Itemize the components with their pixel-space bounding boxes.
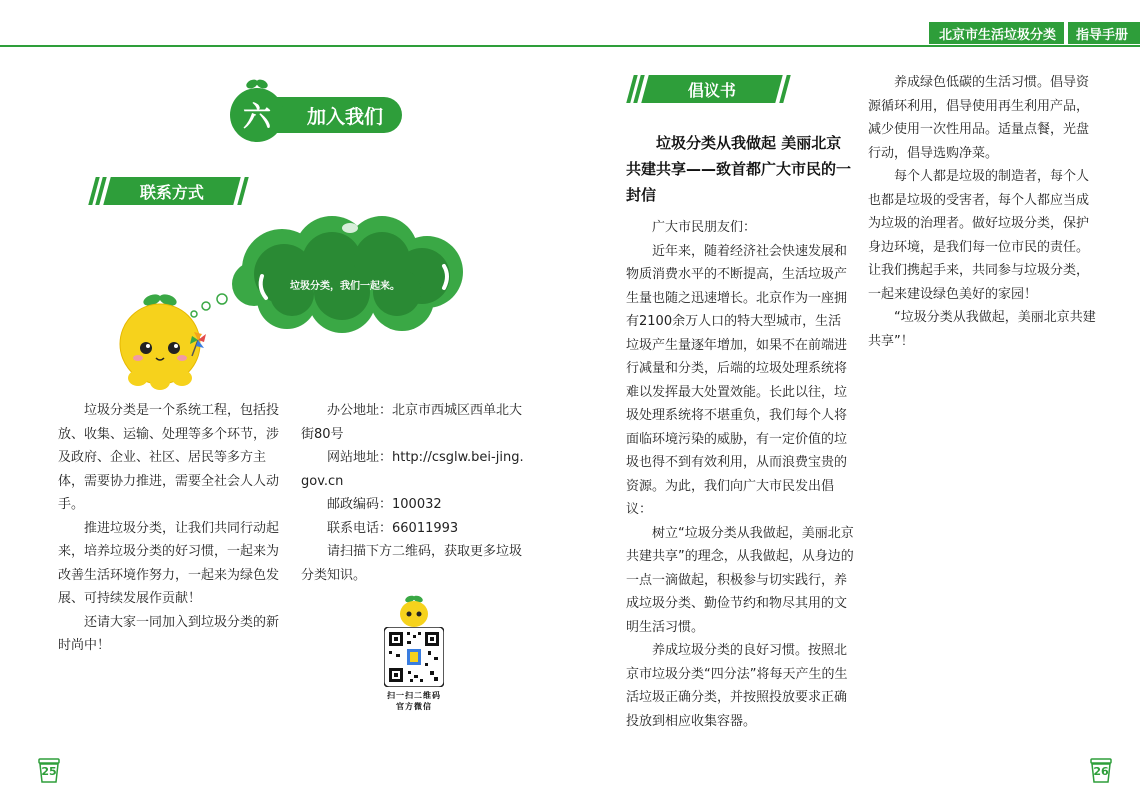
page-number-text: 25 xyxy=(41,765,57,778)
intro-text-column xyxy=(58,399,284,658)
paragraph: 树立“垃圾分类从我做起，美丽北京共建共享”的理念，从我做起，从身边的一点一滴做起，积极参与切实践行，养成垃圾分类、勤俭节约和物尽其用的文明生活习惯。 xyxy=(626,525,854,635)
mascot-illustration xyxy=(116,292,214,392)
paragraph: 近年来，随着经济社会快速发展和物质消费水平的不断提高，生活垃圾产生量也随之迅速增长。北京作为一座拥有2100余万人口的特大型城市，生活垃圾产生量逐年增加，如果不在前端进行减量和分类，后端的垃圾处理系统将难以发挥最大处置效能。长此以往，垃圾处理系统将不堪重负，我们每个人将面临环境污染的威胁，有一定价值的垃圾也得不到有效利用，从而浪费宝贵的资源。为此，我们向广大市民发出倡议： xyxy=(626,243,848,517)
qr-code[interactable] xyxy=(384,627,444,687)
website-address: 网站地址：http://csglw.bei-jing.gov.cn xyxy=(301,450,524,489)
section-number: 六 xyxy=(242,100,271,133)
banner-title: 北京市生活垃圾分类 xyxy=(929,22,1064,44)
page-number-text: 26 xyxy=(1093,765,1109,778)
header-banner xyxy=(929,22,1140,44)
qr-caption-line1: 扫一扫二维码 xyxy=(387,691,441,700)
office-address: 办公地址：北京市西城区西单北大街80号 xyxy=(301,403,523,442)
letter-column-2 xyxy=(868,71,1096,353)
contact-header-text: 联系方式 xyxy=(139,182,204,202)
leaf-icon xyxy=(246,76,268,90)
section-title xyxy=(276,97,402,133)
salutation: 广大市民朋友们： xyxy=(652,220,757,235)
scan-instruction: 请扫描下方二维码，获取更多垃圾分类知识。 xyxy=(301,544,523,583)
contact-header xyxy=(92,177,245,205)
paragraph: 还请大家一同加入到垃圾分类的新时尚中！ xyxy=(58,614,280,653)
qr-caption-line2: 官方微信 xyxy=(396,702,432,711)
paragraph: 推进垃圾分类，让我们共同行动起来，培养垃圾分类的好习惯，一起来为改善生活环境作努力，一起来为绿色发展、可持续发展作贡献！ xyxy=(58,520,280,606)
contact-info-column xyxy=(301,399,529,587)
qr-caption xyxy=(382,690,446,712)
letter-title: 垃圾分类从我做起 美丽北京共建共享——致首都广大市民的一封信 xyxy=(626,134,852,204)
phone-number: 联系电话：66011993 xyxy=(327,520,459,536)
paragraph: 每个人都是垃圾的制造者，每个人也都是垃圾的受害者，每个人都应当成为垃圾的治理者。做好垃圾分类，保护身边环境，是我们每一位市民的责任。让我们携起手来，共同参与垃圾分类，一起来建设绿色美好的家园！ xyxy=(868,169,1090,302)
page-number-left xyxy=(36,757,62,783)
postal-code: 邮政编码：100032 xyxy=(327,497,442,512)
cloud-text: 垃圾分类，我们一起来。 xyxy=(290,281,400,292)
banner-subtitle: 指导手册 xyxy=(1068,22,1140,44)
banner-rule xyxy=(0,45,1140,47)
paragraph: 养成垃圾分类的良好习惯。按照北京市垃圾分类“四分法”将每天产生的生活垃圾正确分类，并按照投放要求正确投放到相应收集容器。 xyxy=(626,643,848,729)
proposal-header xyxy=(630,75,787,103)
section-title-text: 加入我们 xyxy=(306,105,383,128)
letter-column-1 xyxy=(626,216,854,733)
paragraph: 垃圾分类是一个系统工程，包括投放、收集、运输、处理等多个环节，涉及政府、企业、社区、居民等多方主体，需要协力推进，需要全社会人人动手。 xyxy=(58,403,280,512)
page-number-right xyxy=(1088,757,1114,783)
paragraph: 养成绿色低碳的生活习惯。倡导资源循环利用，倡导使用再生利用产品，减少使用一次性用品。适量点餐，光盘行动，倡导选购净菜。 xyxy=(868,75,1090,161)
proposal-header-text: 倡议书 xyxy=(687,80,736,100)
speech-cloud xyxy=(232,214,468,334)
closing-slogan: “垃圾分类从我做起，美丽北京共建共享”！ xyxy=(868,310,1096,349)
mascot-small-illustration xyxy=(396,594,432,628)
section-number-badge xyxy=(230,88,284,142)
